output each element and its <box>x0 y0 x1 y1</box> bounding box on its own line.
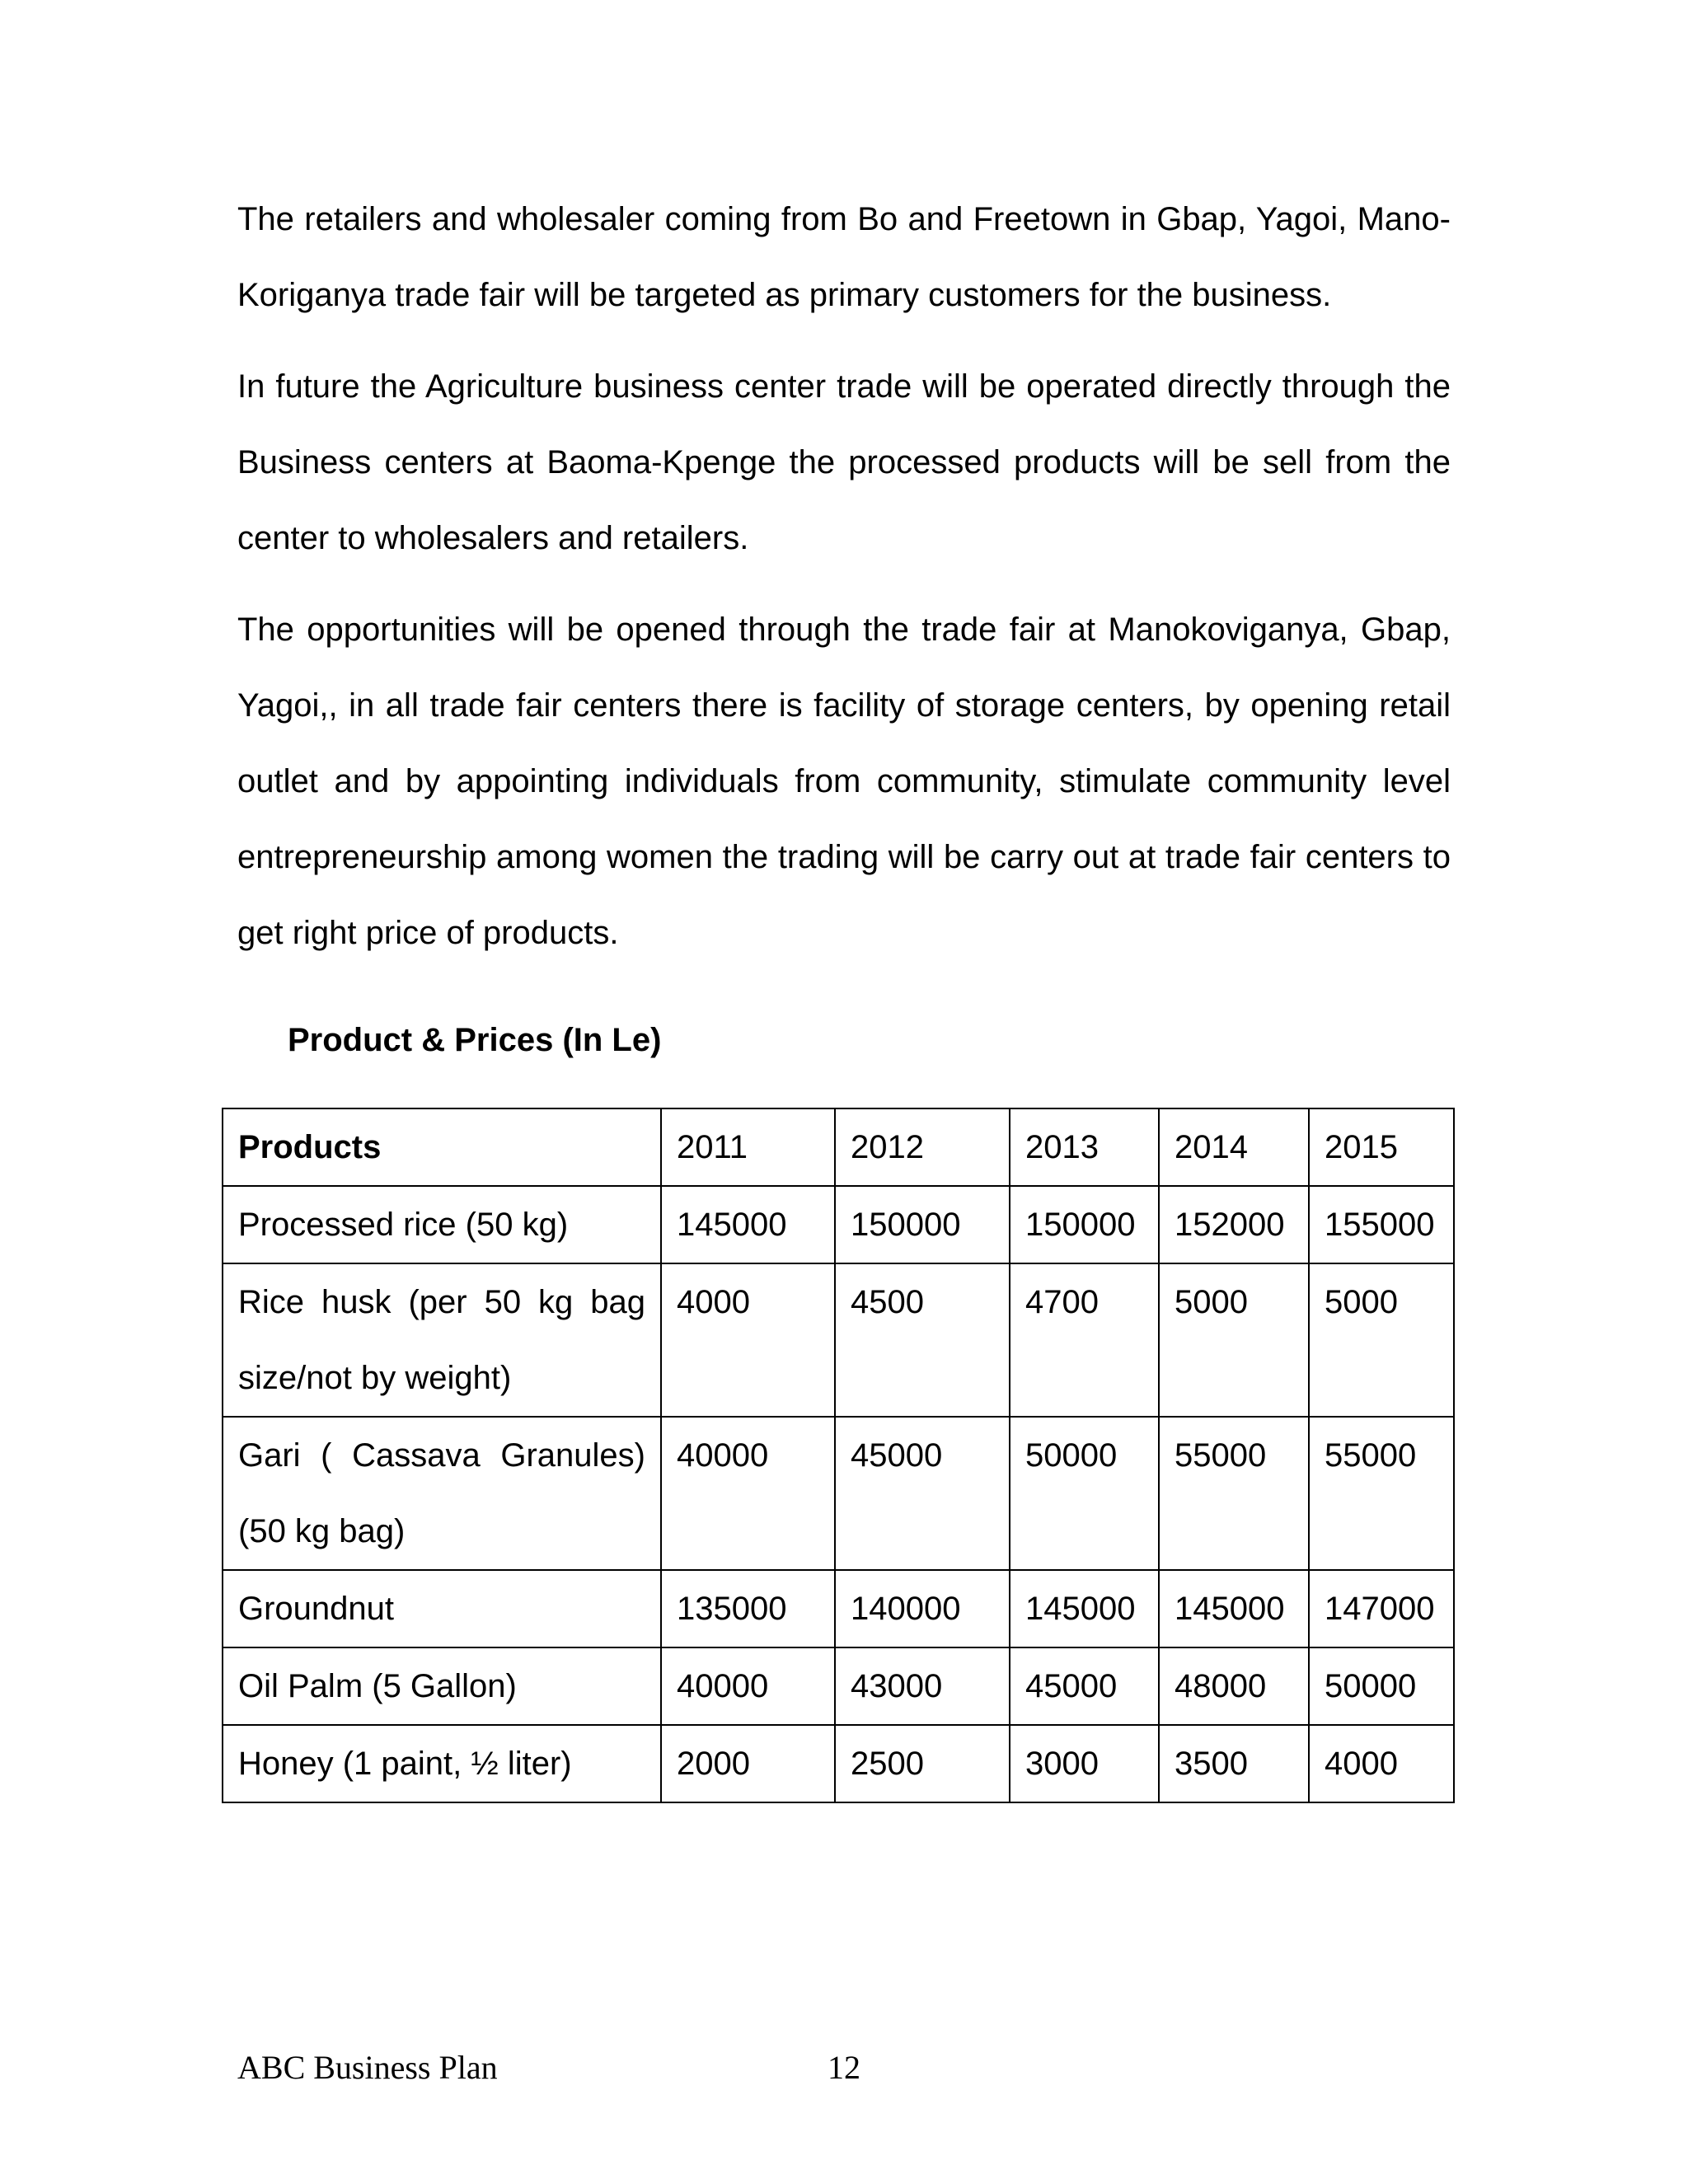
price-cell: 145000 <box>1159 1570 1309 1647</box>
paragraph-opportunities: The opportunities will be opened through the trade fair at Manokoviganya, Gbap, Yagoi,, in all trade fair centers there is facility of storage centers, by opening retail outlet and by appointing individuals from community, stimulate community level entrepreneurship among women the trading will be carry out at trade fair centers to get right price of products. <box>237 612 1451 951</box>
header-year: 2011 <box>661 1108 835 1186</box>
price-cell: 3500 <box>1159 1725 1309 1802</box>
price-cell: 55000 <box>1309 1417 1454 1570</box>
product-name-cell: Oil Palm (5 Gallon) <box>223 1647 661 1725</box>
product-name-cell: Processed rice (50 kg) <box>223 1186 661 1263</box>
header-year: 2014 <box>1159 1108 1309 1186</box>
product-name-cell: Rice husk (per 50 kg bag size/not by weight) <box>223 1263 661 1417</box>
price-cell: 135000 <box>661 1570 835 1647</box>
table-row <box>223 1725 1454 1802</box>
header-products: Products <box>223 1108 661 1186</box>
price-cell: 152000 <box>1159 1186 1309 1263</box>
price-cell: 147000 <box>1309 1570 1454 1647</box>
price-cell: 2000 <box>661 1725 835 1802</box>
price-cell: 43000 <box>835 1647 1010 1725</box>
price-cell: 40000 <box>661 1417 835 1570</box>
paragraph-future-trade: In future the Agriculture business center trade will be operated directly through the Business centers at Baoma-Kpenge the processed products will be sell from the center to wholesalers and retailers. <box>237 368 1451 556</box>
product-name-cell: Honey (1 paint, ½ liter) <box>223 1725 661 1802</box>
price-cell: 5000 <box>1159 1263 1309 1417</box>
footer-page-number: 12 <box>828 2049 860 2086</box>
price-cell: 145000 <box>1010 1570 1159 1647</box>
product-name-cell: Groundnut <box>223 1570 661 1647</box>
header-year: 2013 <box>1010 1108 1159 1186</box>
price-cell: 55000 <box>1159 1417 1309 1570</box>
table-row <box>223 1186 1454 1263</box>
table-header-row <box>223 1108 1454 1186</box>
table-title: Product & Prices (In Le) <box>288 1022 662 1058</box>
price-cell: 45000 <box>835 1417 1010 1570</box>
price-cell: 4700 <box>1010 1263 1159 1417</box>
paragraph-primary-customers: The retailers and wholesaler coming from Bo and Freetown in Gbap, Yagoi, Mano-Koriganya trade fair will be targeted as primary customers for the business. <box>237 201 1451 313</box>
price-cell: 4000 <box>661 1263 835 1417</box>
price-cell: 3000 <box>1010 1725 1159 1802</box>
header-year: 2012 <box>835 1108 1010 1186</box>
product-prices-table <box>222 1108 1455 1803</box>
price-cell: 48000 <box>1159 1647 1309 1725</box>
header-year: 2015 <box>1309 1108 1454 1186</box>
footer-document-title: ABC Business Plan <box>237 2049 498 2086</box>
table-row <box>223 1647 1454 1725</box>
product-name-cell: Gari ( Cassava Granules) (50 kg bag) <box>223 1417 661 1570</box>
price-cell: 140000 <box>835 1570 1010 1647</box>
table-row <box>223 1263 1454 1417</box>
price-cell: 40000 <box>661 1647 835 1725</box>
price-cell: 50000 <box>1309 1647 1454 1725</box>
price-cell: 50000 <box>1010 1417 1159 1570</box>
table-row <box>223 1417 1454 1570</box>
price-cell: 150000 <box>1010 1186 1159 1263</box>
table-row <box>223 1570 1454 1647</box>
price-cell: 145000 <box>661 1186 835 1263</box>
price-cell: 45000 <box>1010 1647 1159 1725</box>
price-cell: 150000 <box>835 1186 1010 1263</box>
price-cell: 155000 <box>1309 1186 1454 1263</box>
price-cell: 5000 <box>1309 1263 1454 1417</box>
price-cell: 4500 <box>835 1263 1010 1417</box>
price-cell: 4000 <box>1309 1725 1454 1802</box>
price-cell: 2500 <box>835 1725 1010 1802</box>
